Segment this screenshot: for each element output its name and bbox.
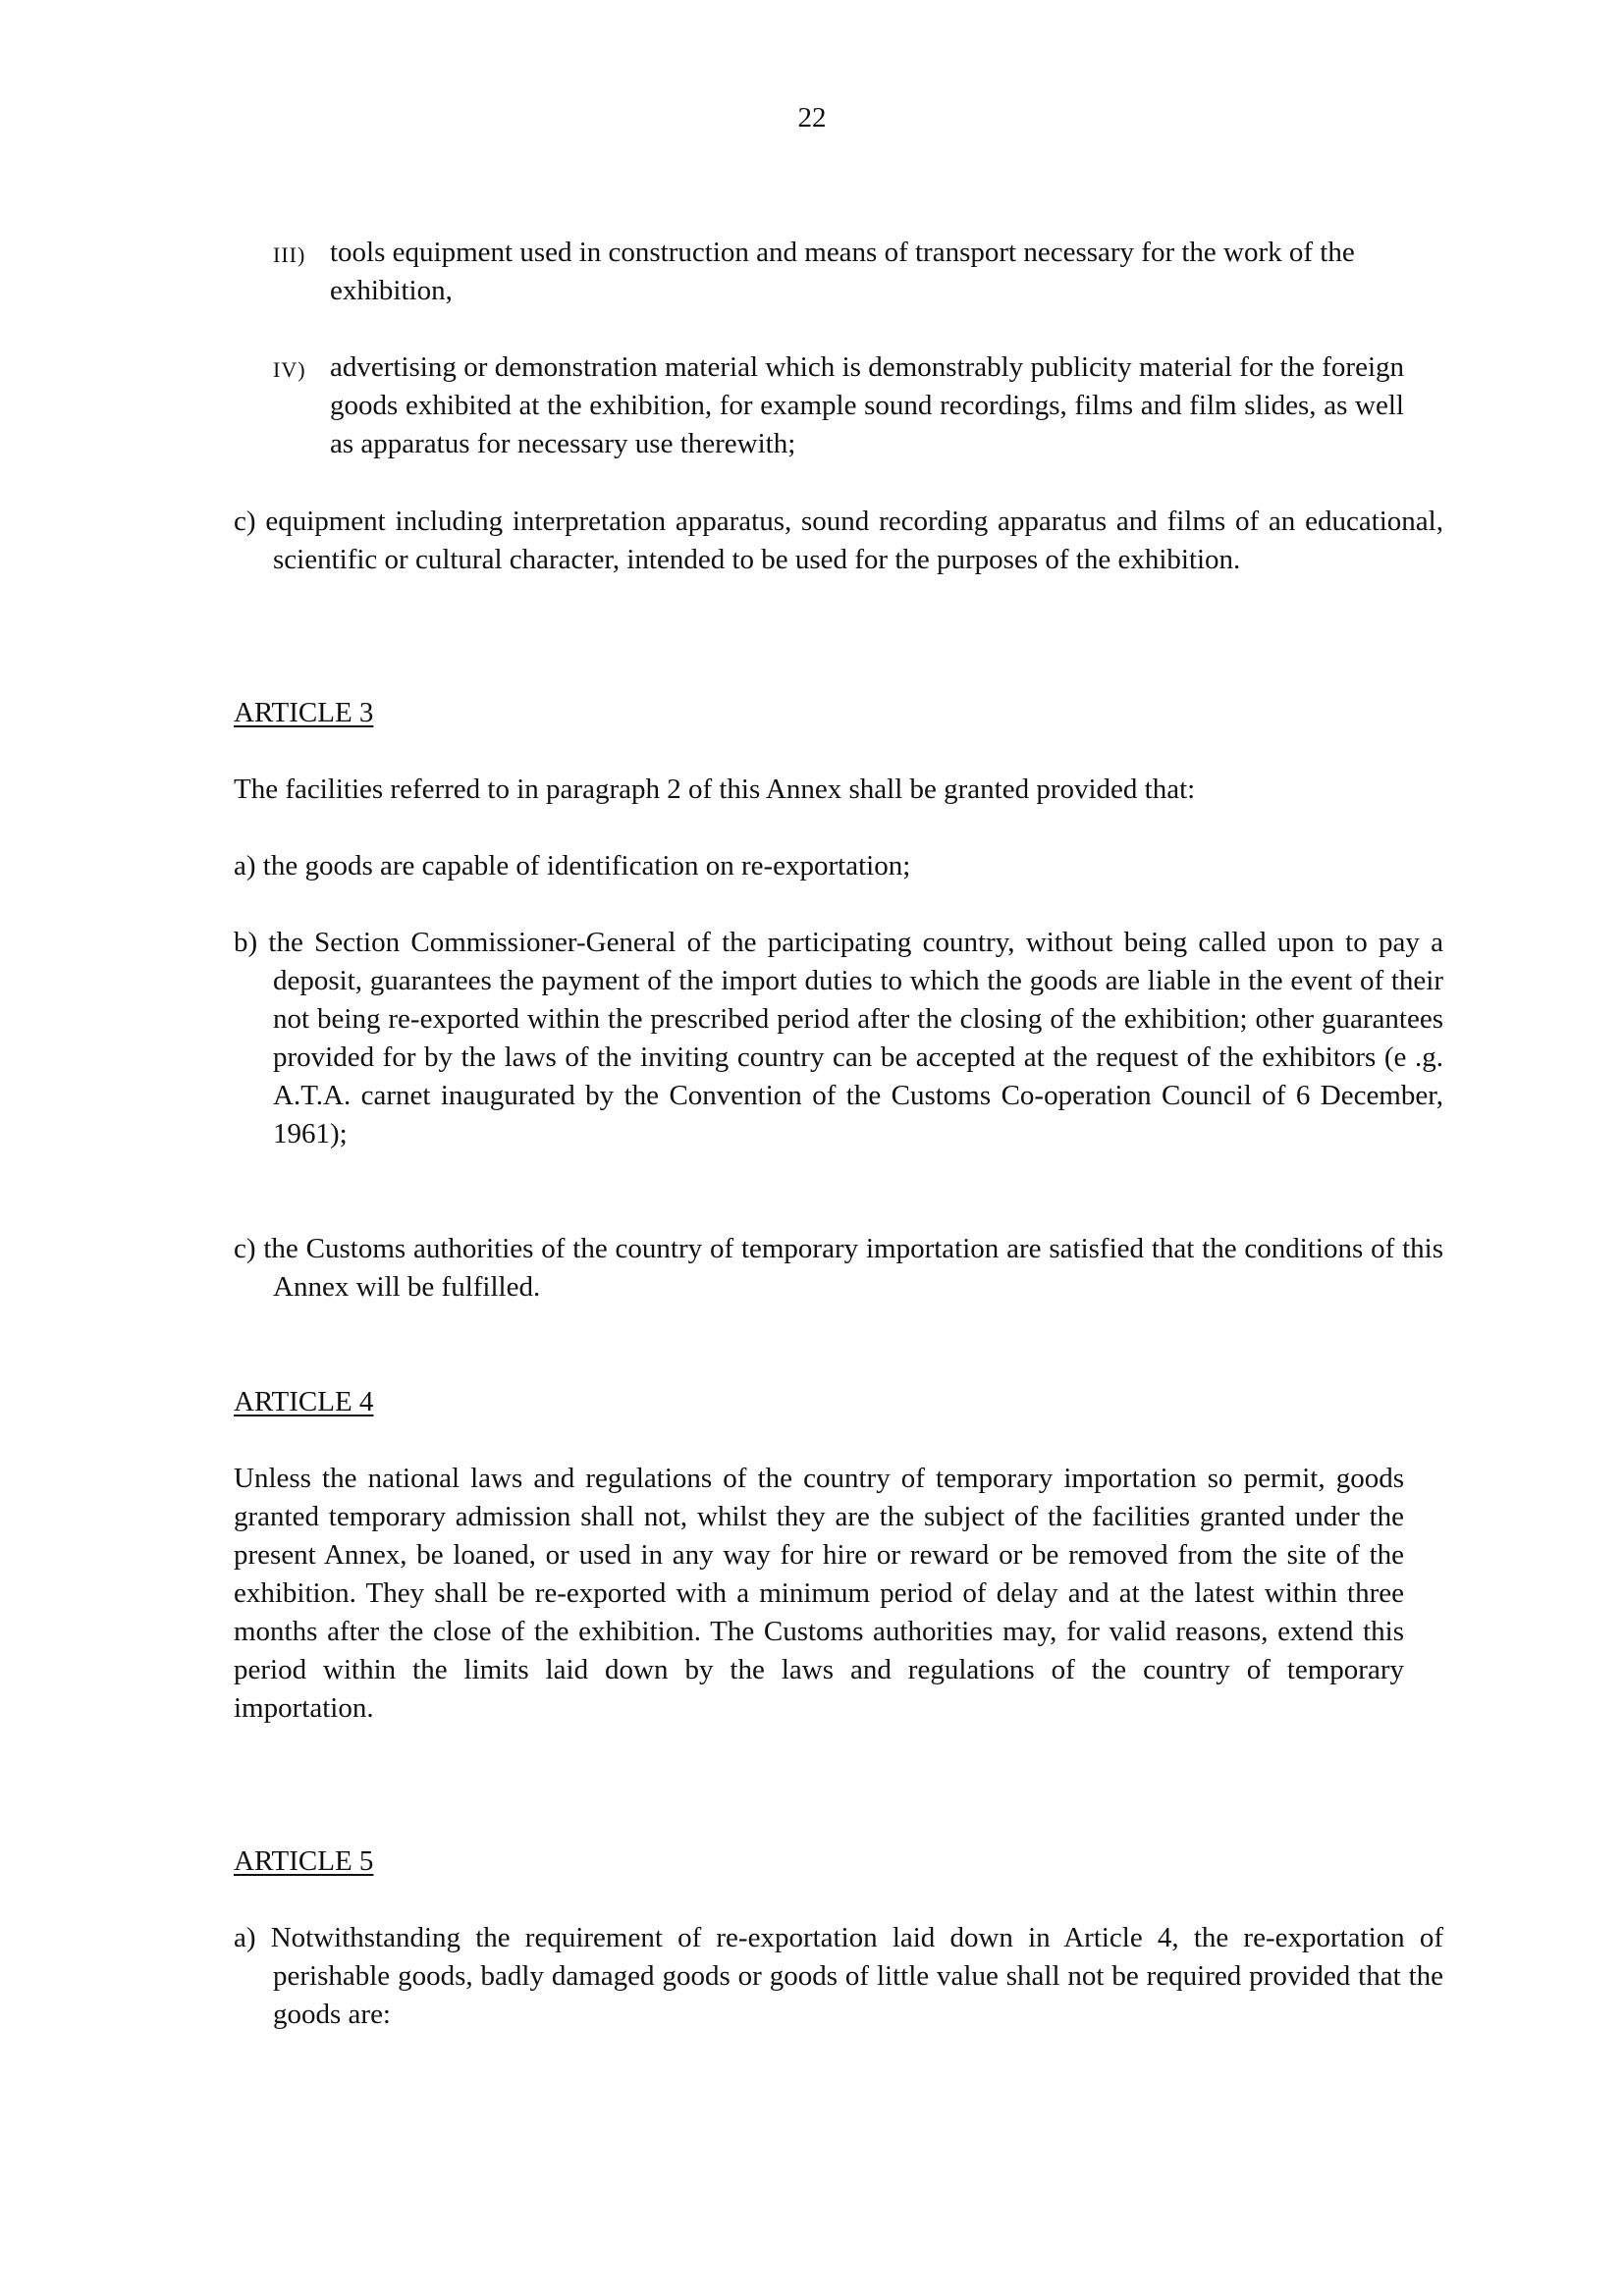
article-3-item-a: a) the goods are capable of identification on re-exportation; — [234, 850, 911, 881]
article-3-heading: ARTICLE 3 — [234, 697, 374, 728]
article-3-item-b: b) the Section Commissioner-General of the participating country, without being called upon to pay a deposit, guarantees the payment of the import duties to which the goods are liable in the event of their not being re-exported within the prescribed period after the closing of the exhibition; other guarantees provided for by the laws of the inviting country can be accepted at the request of the exhibitors (e .g. A.T.A. carnet inaugurated by the Convention of the Customs Co-operation Council of 6 December, 1961); — [234, 927, 1443, 1149]
article-3-item-c: c) the Customs authorities of the country of temporary importation are satisfied that the conditions of this Annex will be fulfilled. — [234, 1233, 1443, 1303]
article-4-text: Unless the national laws and regulations of the country of temporary importation so permit, goods granted temporary admission shall not, whilst they are the subject of the facilities granted under the present Annex, be loaned, or used in any way for hire or reward or be removed from the site of the exhibition. They shall be re-exported with a minimum period of delay and at the latest within three months after the close of the exhibition. The Customs authorities may, for valid reasons, extend this period within the limits laid down by the laws and regulations of the country of temporary importation. — [234, 1463, 1404, 1724]
list-item-text: tools equipment used in construction and means of transport necessary for the work of the exhibition, — [330, 237, 1355, 306]
page-number: 22 — [797, 102, 827, 133]
list-item-label: III) — [273, 242, 306, 267]
article-5-item-a: a) Notwithstanding the requirement of re-exportation laid down in Article 4, the re-exportation of perishable goods, badly damaged goods or goods of little value shall not be required provided that the goods are: — [234, 1922, 1443, 2030]
list-item-label: IV) — [273, 357, 306, 382]
article-5-heading: ARTICLE 5 — [234, 1845, 374, 1877]
list-item-c: c) equipment including interpretation apparatus, sound recording apparatus and films of an educational, scientific or cultural character, intended to be used for the purposes of the exhibition. — [234, 506, 1443, 575]
article-3-intro: The facilities referred to in paragraph 2 of this Annex shall be granted provided that: — [234, 774, 1196, 805]
list-item-text: advertising or demonstration material which is demonstrably publicity material for the foreign goods exhibited at the exhibition, for example sound recordings, films and film slides, as well as apparatus for necessary use therewith; — [330, 351, 1404, 459]
article-4-heading: ARTICLE 4 — [234, 1386, 374, 1417]
